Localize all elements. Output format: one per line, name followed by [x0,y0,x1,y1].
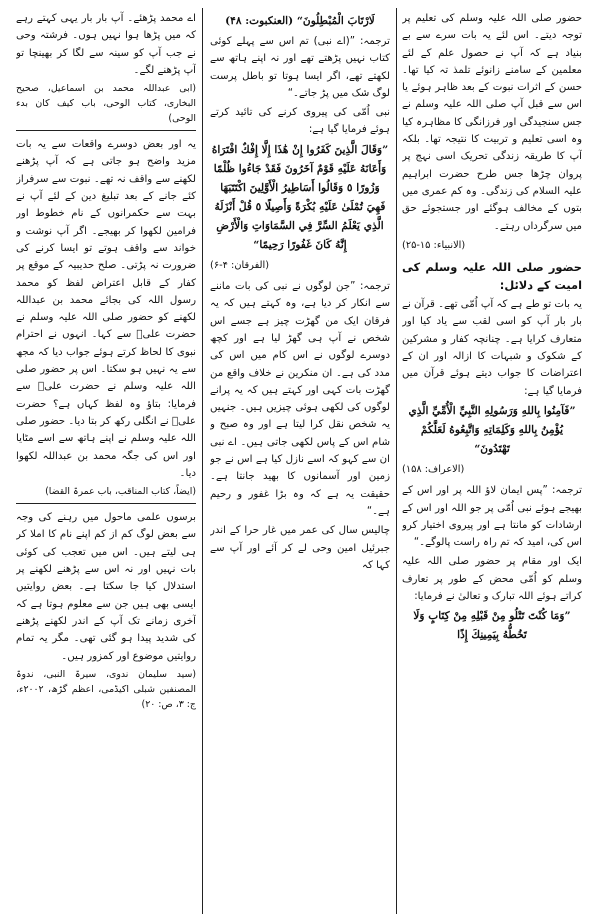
reference: (الانبیاء: ۱۵-۲۵) [402,239,466,251]
paragraph: یہ اور بعض دوسرے واقعات سے یہ بات مزید واضح ہو جاتی ہے کہ آپ پڑھنے لکھنے سے واقف نہ تھے۔ نبوت سے سرفراز کئے جانے کے بعد تبلیغ دین کے لئے آپ نے بہت سے حکمرانوں کے نام خطوط اور فرامین لکھوا کر بھیجے۔ اگر آپ نوشت و خواند سے واقف ہوتے تو ایسا کرنے کی ضرورت نہ پڑتی۔ صلح حدیبیہ کے موقع پر کفار کے قابل اعتراض لفظ کو محمد رسول اللہ کی بجائے محمد بن عبداللہ لکھنے کو حضور صلی اللہ علیہ وسلم نے حضرت علیؓ سے کہا۔ انہوں نے احترام نبوی کا لحاظ کرتے ہوئے جواب دیا کہ مجھ سے یہ نہیں ہو سکتا۔ اس پر حضور صلی اللہ علیہ وسلم نے حضرت علیؓ سے فرمایا: بتاؤ وہ لفظ کہاں ہے؟ حضرت علیؓ نے انگلی رکھ کر بتا دیا۔ حضور صلی اللہ علیہ وسلم نے اپنے ہاتھ سے اسے مٹایا اور اس کی جگہ محمد بن عبداللہ لکھوا دیا۔ [16,139,196,479]
column-divider [396,8,397,914]
paragraph: برسوں علمی ماحول میں رہنے کی وجہ سے بعض لوگ کم از کم اپنے نام کا املا کر ہی لیتے ہیں۔ اس میں تعجب کی کوئی بات نہیں اور نہ اس سے پڑھنے لکھنے پر استدلال کیا جا سکتا ہے۔ بعض روایتیں ایسی بھی ہیں جن سے معلوم ہوتا ہے کہ آخری زمانے تک آپ کے اندر لکھنے پڑھنے کی شدید پیدا ہو گئی تھی۔ مگر یہ تمام روایتیں موضوع اور کمزور ہیں۔ [16,512,196,662]
paragraph: حضور صلی اللہ علیہ وسلم کی تعلیم پر توجہ دیتے۔ اس لئے یہ بات سرے سے بے بنیاد ہے کہ آپ نے حصول علم کے لئے معلمین کے سامنے زانوئے تلمذ تہ کیا تھا۔ حسن کے اثرات نبوت کے بعد ظاہر ہوئے یا اس سے قبل آپ صلی اللہ علیہ وسلم نے جس سنجیدگی اور فرزانگی کا مظاہرہ کیا وہ اسی تعلیم و تربیت کا نتیجہ تھا۔ بلکہ آپ کا طریقہ زندگی تحریک اسی نہج پر پروان چڑھا جس طرح حضرت ابراہیم علیہ السلام کی زندگی۔ وہ کم عمری میں بتوں کے مخالف ہوگئے اور جستجوئے حق میں سرگرداں رہتے۔ [402,13,582,232]
quran-quote-tail: لَارْتَابَ الْمُبْطِلُونَ“ (العنکبوت: ۴۸) [225,15,375,27]
paragraph: ایک اور مقام پر حضور صلی اللہ علیہ وسلم کو اُمّی محض کے طور پر تعارف کراتے ہوئے اللہ تبارک و تعالیٰ نے فرمایا: [402,556,582,603]
paragraph: نبی اُمّی کی پیروی کرنے کی تائید کرتے ہوئے فرمایا گیا ہے: [210,107,390,136]
paragraph: اے محمد پڑھئے۔ آپ بار بار یہی کہتے رہے کہ میں پڑھا ہوا نہیں ہوں۔ فرشتہ وحی نے جب آپ کو سینہ سے لگا کر بھینچا تو آپ پڑھنے لگے۔ [16,13,196,76]
middle-column [210,10,390,914]
quran-quote: ”وَمَا كُنْتَ تَتْلُو مِنْ قَبْلِهِ مِنْ كِتَابٍ وَلَا تَخُطُّهُ بِيَمِينِكَ إِذًا [413,610,571,642]
citation: (ایضاً، کتاب المناقب، باب عمرۃ القضا) [45,486,196,498]
left-column [16,10,196,914]
quran-quote: ”فَآمِنُوا بِاللهِ وَرَسُولِهِ النَّبِيِّ الْأُمِّيِّ الَّذِي يُؤْمِنُ بِاللهِ وَكَلِمَاتِهِ وَاتَّبِعُوهُ لَعَلَّكُمْ تَهْتَدُونَ“ [408,404,576,455]
paragraph: چالیس سال کی عمر میں غار حرا کے اندر جبرئیل امین وحی لے کر آئے اور آپ سے کہا کہ [210,525,390,571]
paragraph: یہ بات تو طے ہے کہ آپ اُمّی تھے۔ قرآن نے بار بار آپ کو اسی لقب سے یاد کیا اور متعارف کرایا ہے۔ چنانچہ کفار و مشرکین کے شکوک و شبہات کا ازالہ اور ان کے اعتراضات کا جواب دیتے ہوئے قرآن میں فرمایا گیا ہے: [402,299,582,397]
translation: ترجمہ: ”(اے نبی) تم اس سے پہلے کوئی کتاب نہیں پڑھتے تھے اور نہ اپنے ہاتھ سے لکھتے تھے، اگر ایسا ہوتا تو باطل پرست لوگ شک میں پڑ جاتے۔“ [210,36,390,99]
column-divider [202,8,203,914]
citation: (سید سلیمان ندوی، سیرۃ النبی، ندوۃ المصنفین شبلی اکیڈمی، اعظم گڑھ، ۲۰۰۲ء، ج: ۳، ص: ۲۰) [16,668,196,710]
translation: ترجمہ: ”پس ایمان لاؤ اللہ پر اور اس کے بھیجے ہوئے نبی اُمّی پر جو اللہ اور اس کے ارشادات کو مانتا ہے اور پیروی اختیار کرو اس کی، امید کہ تم راہ راست پالوگے۔“ [402,485,582,549]
reference: (الفرقان: ۴-۶) [210,259,270,271]
right-column [402,10,582,914]
section-heading: حضور صلی اللہ علیہ وسلم کی امیت کے دلائل: [402,260,582,293]
quran-quote: ”وَقَالَ الَّذِينَ كَفَرُوا إِنْ هَٰذَا إِلَّا إِفْكٌ افْتَرَاهُ وَأَعَانَهُ عَلَيْهِ قَوْمٌ آخَرُونَ فَقَدْ جَاءُوا ظُلْمًا وَزُورًا ٥ وَقَالُوا أَسَاطِيرُ الْأَوَّلِينَ اكْتَتَبَهَا فَهِيَ تُمْلَىٰ عَلَيْهِ بُكْرَةً وَأَصِيلًا ٥ قُلْ أَنْزَلَهُ الَّذِي يَعْلَمُ السِّرَّ فِي السَّمَاوَاتِ وَالْأَرْضِ إِنَّهُ كَانَ غَفُورًا رَحِيمًا“ [211,143,389,251]
citation: (ابی عبداللہ محمد بن اسماعیل، صحیح البخاری، کتاب الوحی، باب کیف کان بدء الوحی) [16,83,196,125]
rule-divider [16,503,196,504]
translation: ترجمہ: ”جن لوگوں نے نبی کی بات ماننے سے انکار کر دیا ہے، وہ کہتے ہیں کہ یہ فرقان ایک من گھڑت چیز ہے جسے اس شخص نے آپ ہی گھڑ لیا ہے اور کچھ دوسرے لوگوں نے اس کام میں اس کی مدد کی ہے۔ ان منکرین نے خلاف واقع من گھڑت بات کہی اور کہتے ہیں کہ یہ پرانے لوگوں کی لکھی ہوئی چیزیں ہیں۔ جنہیں یہ شخص نقل کرا لیتا ہے اور وہ صبح و شام اس کے پاس لکھی جاتی ہیں۔ اے نبی ان سے کہو کہ اسے نازل کیا ہے اس نے جو زمین اور آسمانوں کا بھید جانتا ہے۔ حقیقت یہ ہے کہ وہ بڑا غفور و رحیم ہے۔“ [210,281,390,517]
reference: (الاعراف: ۱۵۸) [402,463,465,475]
rule-divider [16,130,196,131]
